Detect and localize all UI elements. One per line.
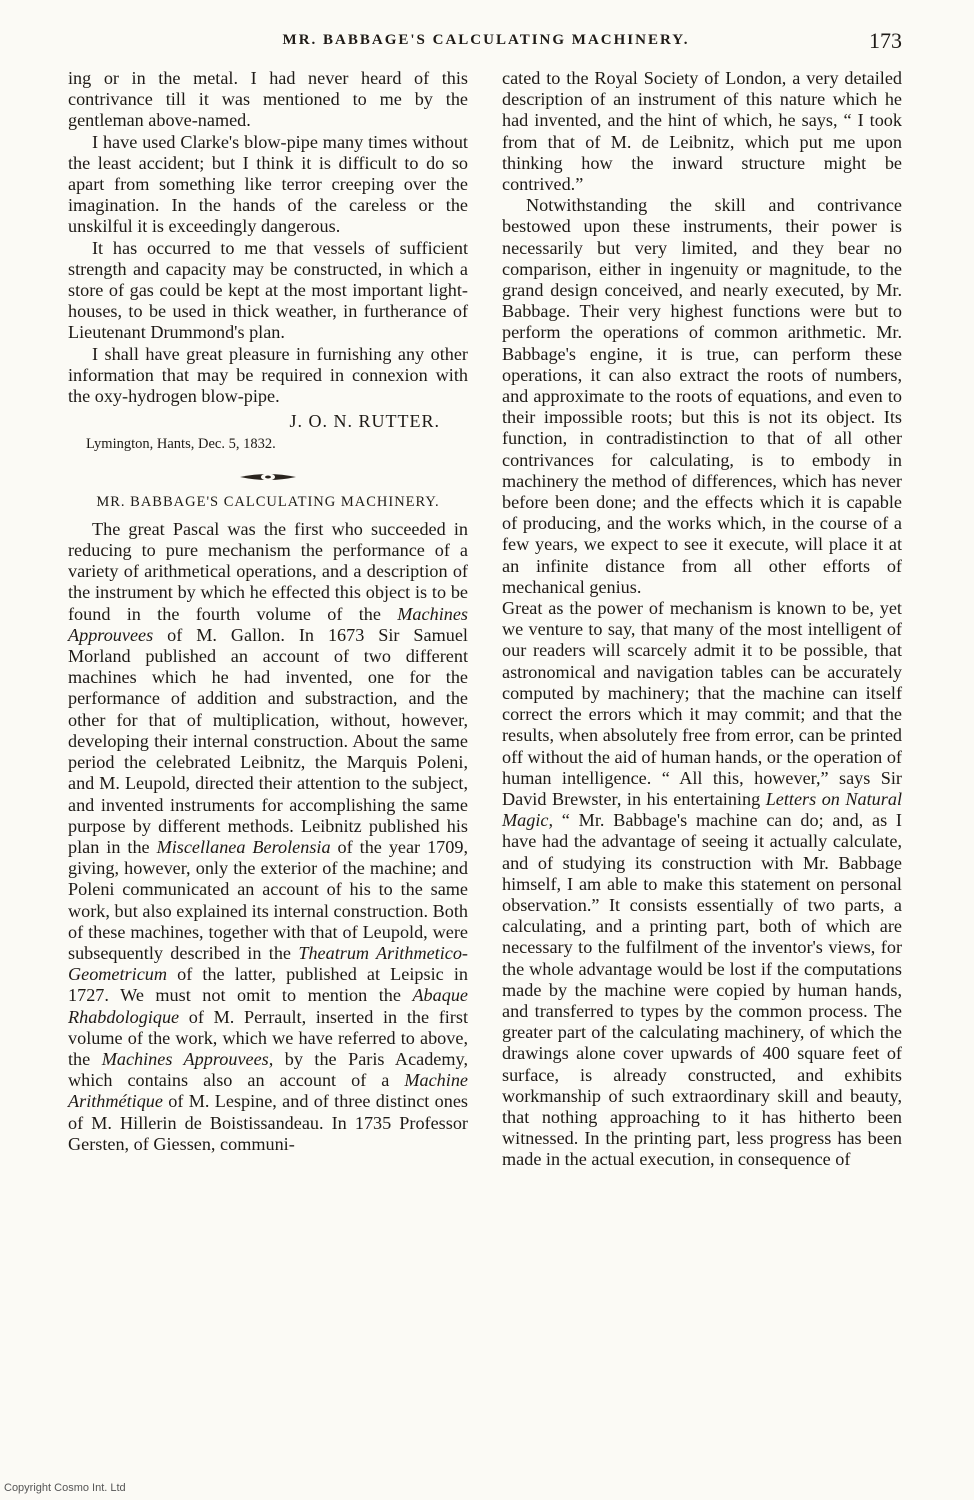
signature-place: Lymington, Hants, Dec. 5, 1832. (86, 436, 276, 453)
ornament-divider (68, 468, 468, 484)
running-title: MR. BABBAGE'S CALCULATING MACHINERY. (282, 32, 690, 48)
paragraph: ing or in the metal. I had never heard of this contrivance till it was mentioned to me by the gentleman above-named. (68, 68, 468, 131)
paragraph: The great Pascal was the first who succeeded in reducing to pure mechanism the performance of a variety of arithmetical operations, and a description of the instrument by which he effected this object is to be found in the fourth volume of the Machines Approuvees of M. Gallon. In 1673 Sir Samuel Morland published an account of two different machines which he had invented, one for the performance of addition and substraction, and the other for that of multiplication, without, however, developing their internal construction. About the same period the celebrated Leibnitz, the Marquis Poleni, and M. Leupold, directed their attention to the subject, and invented instruments for accomplishing the same purpose by different methods. Leibnitz published his plan in the Miscellanea Berolensia of the year 1709, giving, however, only the exterior of the machine; and Poleni communicated an account of his to the same work, but also explained its internal construction. Both of these machines, together with that of Leupold, were subsequently described in the Theatrum Arithmetico-Geometricum of the latter, published at Leipsic in 1727. We must not omit to mention the Abaque Rhabdologique of M. Perrault, inserted in the first volume of the work, which we have referred to above, the Machines Approuvees, by the Paris Academy, which contains also an account of a Machine Arithmétique of M. Lespine, and of three distinct ones of M. Hillerin de Boistissandeau. In 1735 Professor Gersten, of Giessen, communi- (68, 518, 469, 1154)
paragraph: I have used Clarke's blow-pipe many times without the least accident; but I think it is difficult to do so apart from something like terror creeping over the imagination. In the hands of the careless or the unskilful it is exceedingly dangerous. (68, 131, 468, 237)
page-number: 173 (869, 28, 902, 53)
paragraph: I shall have great pleasure in furnishing any other information that may be required in connexion with the oxy-hydrogen blow-pipe. (68, 343, 468, 407)
signature-name: J. O. N. RUTTER. (289, 411, 440, 432)
paragraph: Notwithstanding the skill and contrivance bestowed upon these instruments, their power is necessarily but very limited, and they bear no comparison, either in ingenuity or magnitude, to the grand design conceived, and nearly executed, by Mr. Babbage. Their very highest functions were but to perform the operations of common arithmetic. Mr. Babbage's engine, it is true, can perform these operations, it can also extract the roots of numbers, and approximate to the roots of equations, and even to their impossible roots; but this is not its object. Its function, in contradistinction to that of all other contrivances for calculating, is to embody in machinery the method of differences, which has never before been done; and the effects which it is capable of producing, and the works which, in the course of a few years, we expect to see it execute, will place it at an infinite distance from all other efforts of mechanical genius. (502, 195, 902, 597)
copyright-notice: Copyright Cosmo Int. Ltd (4, 1482, 126, 1494)
paragraph: It has occurred to me that vessels of sufficient strength and capacity may be constructed, in which a store of gas could be kept at the most important light-houses, to be used in thick weather, in furtherance of Lieutenant Drummond's plan. (68, 237, 468, 343)
right-column (502, 68, 902, 1171)
ornament-divider-icon (238, 470, 298, 484)
page-header (68, 28, 904, 58)
left-column (68, 68, 468, 1155)
section-heading: MR. BABBAGE'S CALCULATING MACHINERY. (96, 493, 440, 510)
paragraph: cated to the Royal Society of London, a very detailed description of an instrument of this nature which he had invented, and the hint of which, he says, “ I took from that of M. de Leibnitz, which put me upon thinking how the inward structure might be contrived.” (502, 68, 902, 195)
paragraph: Great as the power of mechanism is known to be, yet we venture to say, that many of the most intelligent of our readers will scarcely admit it to be possible, that astronomical and navigation tables can be accurately computed by machinery; that the machine can itself correct the errors which it may commit; and that the results, when absolutely free from error, can be printed off without the aid of human hands, or the operation of human intelligence. “ All this, however,” says Sir David Brewster, in his entertaining Letters on Natural Magic, “ Mr. Babbage's machine can do; and, as I have had the advantage of seeing it actually calculate, and of studying its construction with Mr. Babbage himself, I am able to make this statement on personal observation.” It consists essentially of two parts, a calculating, and a printing part, both of which are necessary to the fulfilment of the inventor's views, for the whole advantage would be lost if the computations made by the machine were copied by human hands, and transferred to types by the common process. The greater part of the calculating machinery, of which the drawings alone cover upwards of 400 square feet of surface, is already constructed, and exhibits workmanship of such extraordinary skill and beauty, that nothing approaching to it has hitherto been witnessed. In the printing part, less progress has been made in the actual execution, in consequence of (502, 598, 903, 1170)
